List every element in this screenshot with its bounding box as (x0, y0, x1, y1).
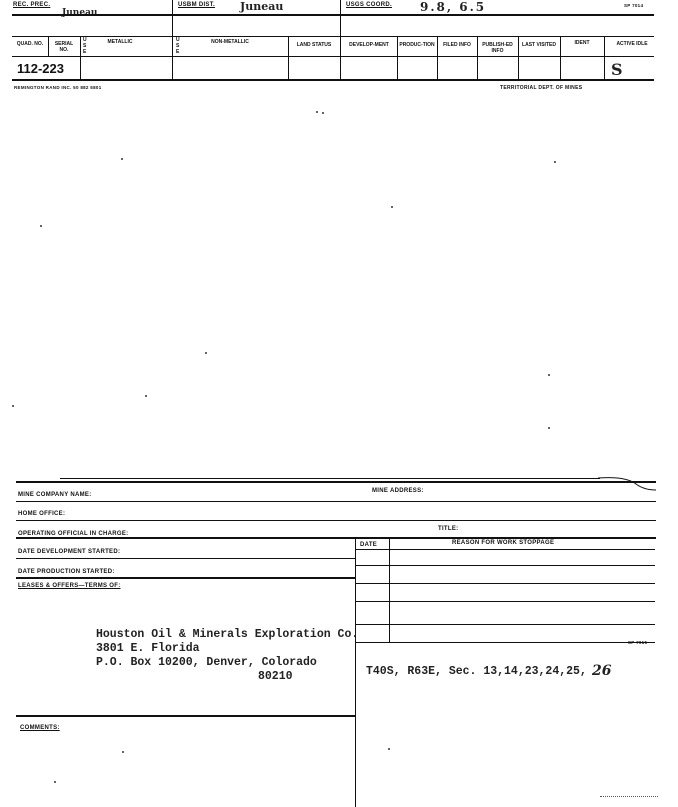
col-development: DEVELOP-MENT (349, 42, 389, 48)
col-published-info: PUBLISH-ED INFO (482, 42, 513, 54)
col-serial-no: SERIAL NO. (54, 41, 74, 53)
form-code-mid: SP 7015 (628, 640, 648, 645)
card-bottom-rule (12, 79, 654, 81)
scan-speck (145, 395, 147, 397)
scan-speck (388, 748, 390, 750)
header-rule (12, 14, 654, 16)
scan-speck (122, 751, 124, 753)
dept-footer: TERRITORIAL DEPT. OF MINES (500, 85, 583, 91)
rec-prec-label: REC. PREC. (13, 2, 51, 8)
reason-header: REASON FOR WORK STOPPAGE (452, 540, 555, 546)
col-filed-info: FILED INFO (443, 42, 471, 48)
operating-official-label: OPERATING OFFICIAL IN CHARGE: (18, 531, 129, 537)
scan-speck (548, 427, 550, 429)
scan-speck (554, 161, 556, 163)
date-production-label: DATE PRODUCTION STARTED: (18, 569, 115, 575)
usbm-dist-label: USBM DIST. (178, 2, 216, 8)
scan-speck (548, 374, 550, 376)
lessee-line: P.O. Box 10200, Denver, Colorado (96, 656, 317, 669)
home-office-label: HOME OFFICE: (18, 511, 66, 517)
mine-address-label: MINE ADDRESS: (372, 488, 424, 494)
date-header: DATE (360, 542, 378, 548)
scan-speck (121, 158, 123, 160)
col-metallic-codes: U S E (83, 37, 87, 55)
scan-speck (391, 206, 393, 208)
usgs-coord-label: USGS COORD. (346, 2, 392, 8)
col-quad-no: QUAD. NO. (16, 41, 44, 47)
col-ident: IDENT (574, 40, 590, 46)
scan-speck (40, 225, 42, 227)
scan-speck (316, 111, 318, 113)
scan-speck (12, 405, 14, 407)
rec-prec-value: Juneau (62, 8, 98, 18)
col-last-visited: LAST VISITED (522, 42, 556, 48)
lessee-line: 3801 E. Florida (96, 642, 200, 655)
usbm-dist-value: Juneau (240, 0, 284, 13)
col-active-idle: ACTIVE IDLE (616, 41, 648, 47)
scan-speck (322, 112, 324, 114)
form-code-top: SP 7014 (624, 3, 644, 8)
mine-company-name-label: MINE COMPANY NAME: (18, 492, 92, 498)
location-handwritten: 26 (592, 663, 612, 679)
col-metallic: METALLIC (107, 39, 133, 45)
active-idle-mark: S (611, 60, 623, 79)
lessee-line: 80210 (258, 670, 293, 683)
scan-speck (54, 781, 56, 783)
usgs-coord-value: 9.8, 6.5 (420, 0, 487, 14)
date-development-label: DATE DEVELOPMENT STARTED: (18, 549, 121, 555)
col-land-status: LAND STATUS (296, 42, 332, 48)
comments-label: COMMENTS: (20, 725, 60, 731)
value-row-rule (12, 56, 654, 57)
quad-serial-value: 112-223 (17, 61, 64, 76)
leases-label: LEASES & OFFERS—TERMS OF: (18, 583, 121, 589)
col-production: PRODUC-TION (399, 42, 435, 48)
scan-speck (205, 352, 207, 354)
column-header-rule (12, 36, 654, 37)
location-text: T40S, R63E, Sec. 13,14,23,24,25, (366, 665, 587, 678)
printer-footer: REMINGTON RAND INC. 50 882 5801 (14, 85, 102, 90)
title-label: TITLE: (438, 526, 459, 532)
col-non-metallic-codes: U S E (176, 37, 180, 55)
lessee-line: Houston Oil & Minerals Exploration Co. (96, 628, 359, 641)
col-non-metallic: NON-METALLIC (211, 39, 249, 45)
